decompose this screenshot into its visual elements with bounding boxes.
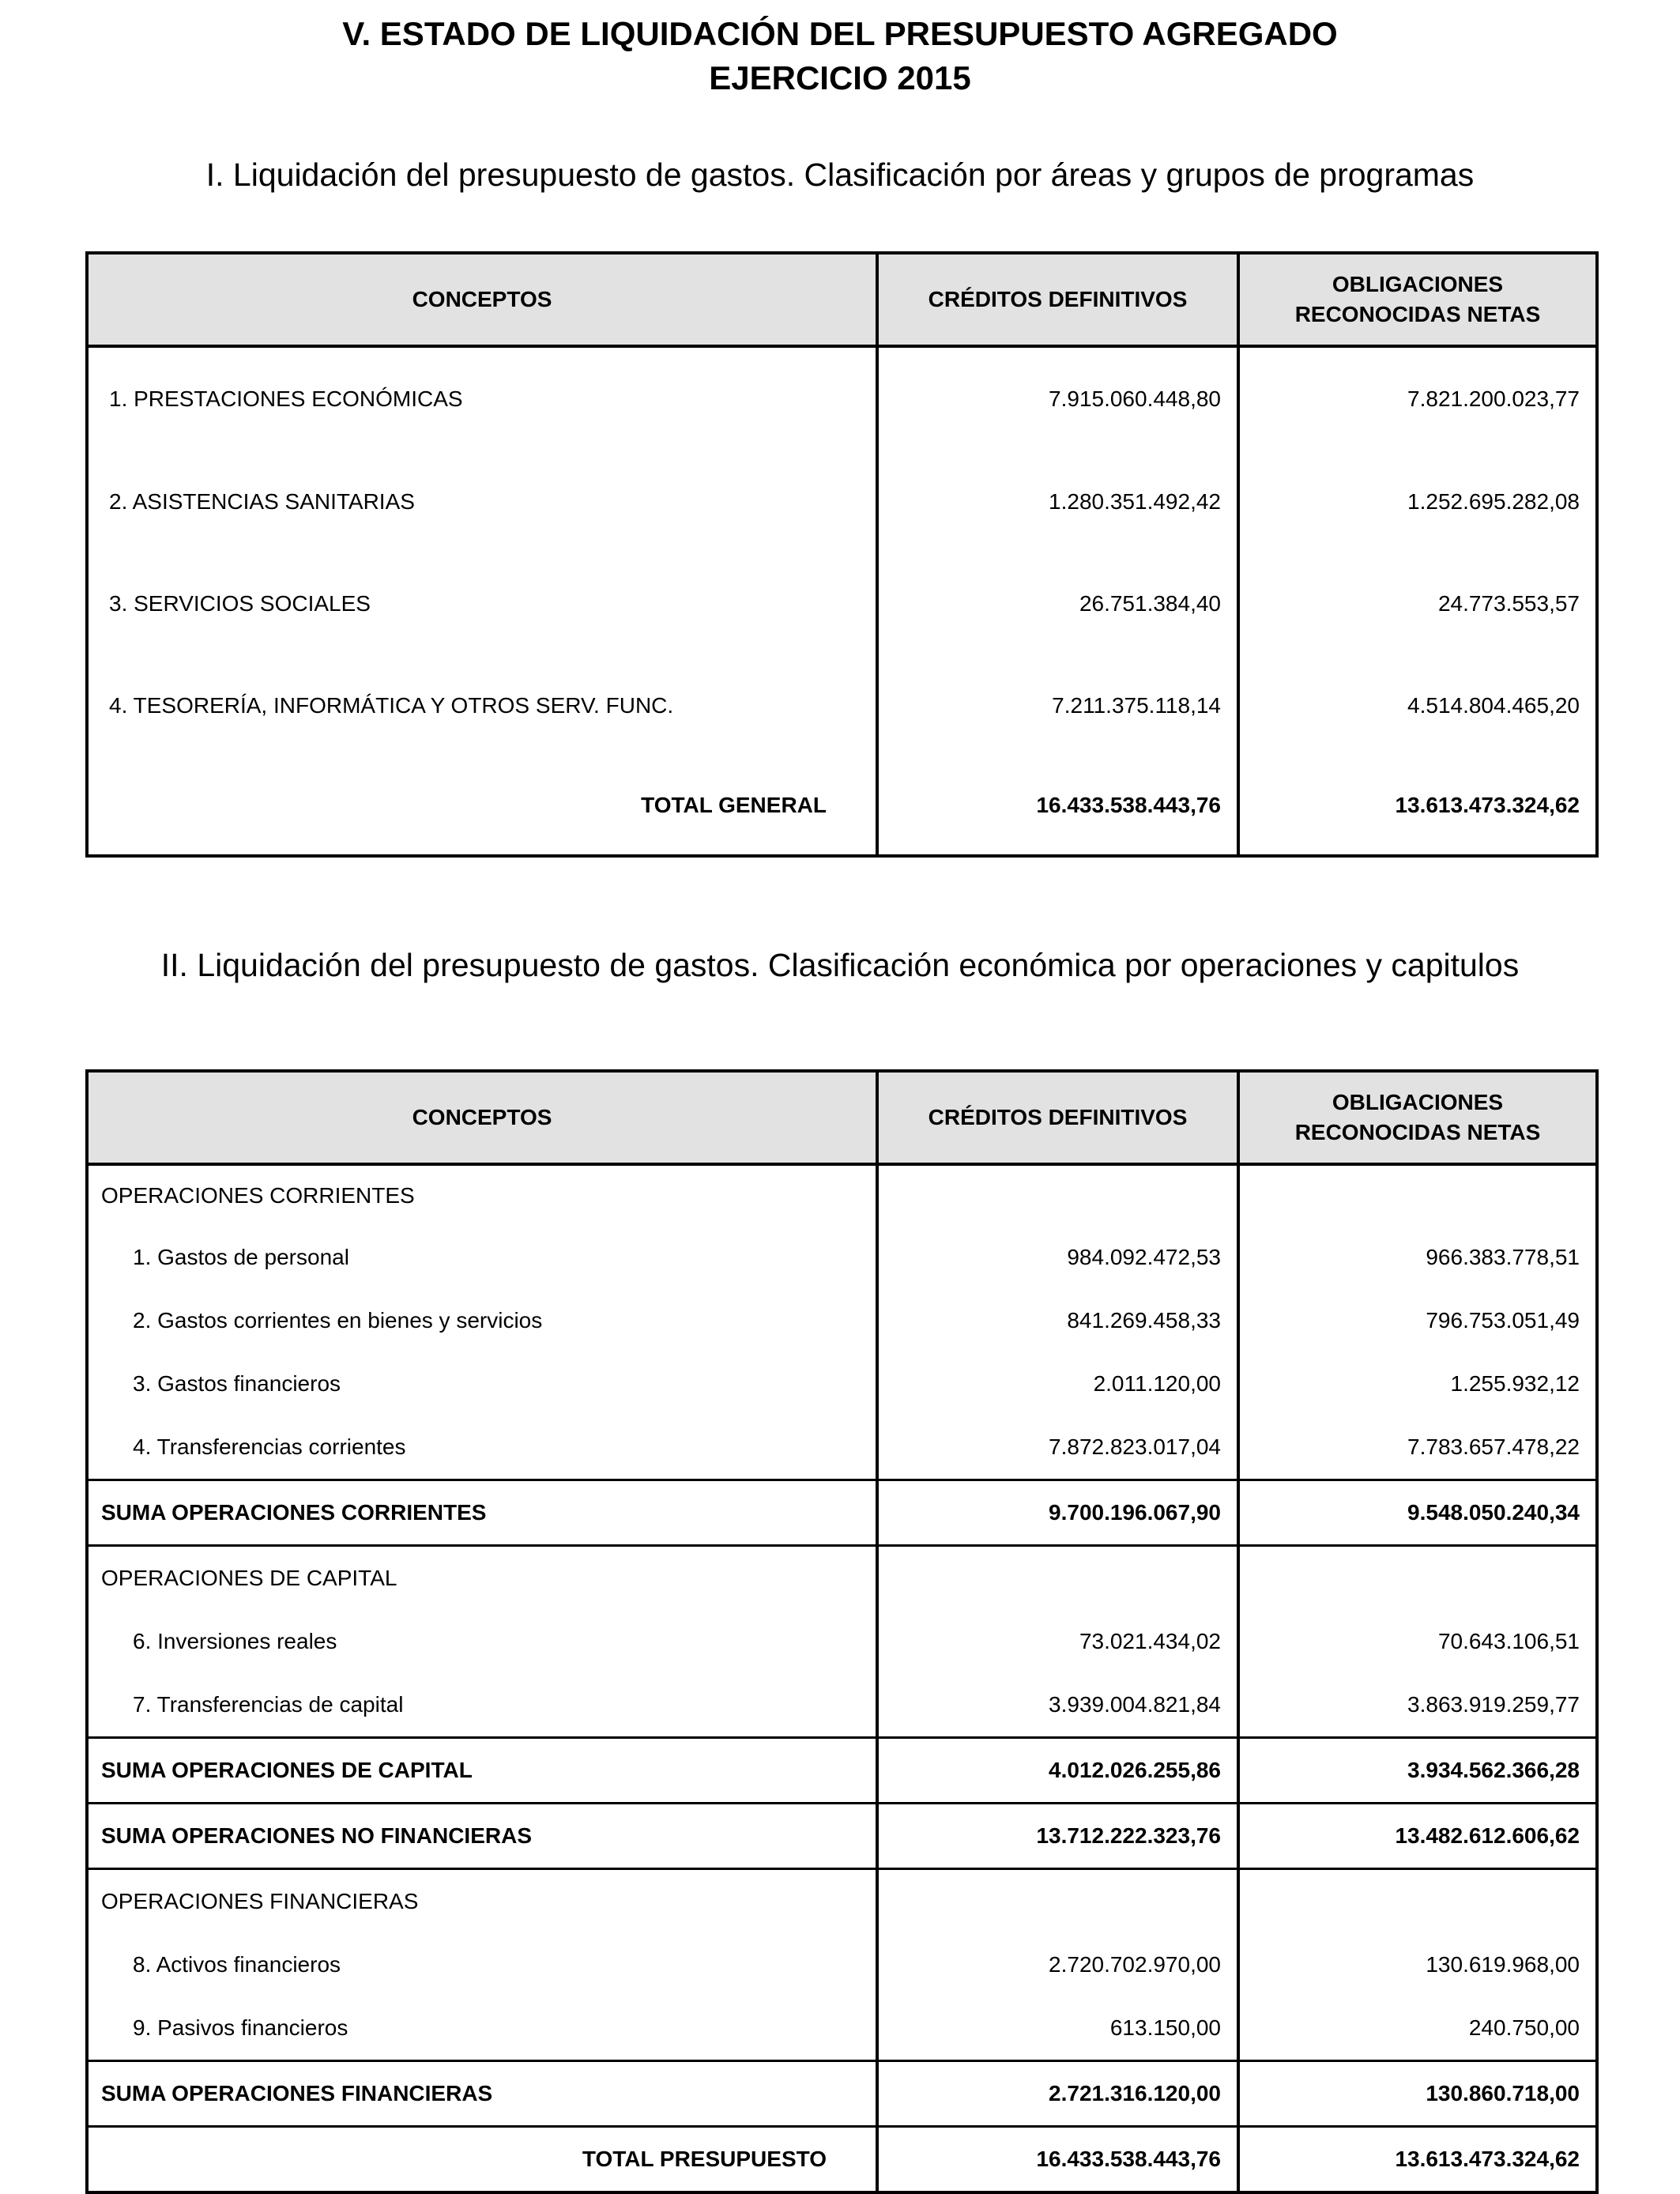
column-header-line: RECONOCIDAS NETAS [1294,1120,1541,1144]
concepto-cell: OPERACIONES DE CAPITAL [87,1546,877,1611]
column-header-line: OBLIGACIONES [1332,1090,1504,1114]
table-row [87,1996,1597,2061]
obligaciones-cell: 1.252.695.282,08 [1238,450,1597,552]
column-header-conceptos: CONCEPTOS [87,253,877,346]
total-obligaciones: 13.613.473.324,62 [1238,756,1597,856]
concepto-cell: SUMA OPERACIONES NO FINANCIERAS [87,1804,877,1869]
table-clasificacion-economica [85,1069,1599,2194]
creditos-cell: 26.751.384,40 [877,552,1238,654]
table-row [87,654,1597,756]
creditos-cell: 984.092.472,53 [877,1226,1238,1289]
creditos-cell: 4.012.026.255,86 [877,1738,1238,1804]
obligaciones-cell: 9.548.050.240,34 [1238,1480,1597,1546]
subtotal-row [87,1804,1597,1869]
column-header-creditos: CRÉDITOS DEFINITIVOS [877,1071,1238,1164]
creditos-cell: 13.712.222.323,76 [877,1804,1238,1869]
subtotal-row [87,1480,1597,1546]
obligaciones-cell: 13.482.612.606,62 [1238,1804,1597,1869]
column-header-line: OBLIGACIONES [1332,272,1504,296]
table-row [87,1673,1597,1738]
document-subtitle: EJERCICIO 2015 [709,59,971,96]
concepto-cell: 4. Transferencias corrientes [87,1416,877,1480]
table-row [87,450,1597,552]
table-row [87,552,1597,654]
obligaciones-cell: 7.783.657.478,22 [1238,1416,1597,1480]
table-row [87,1226,1597,1289]
creditos-cell [877,1869,1238,1934]
concepto-cell: OPERACIONES FINANCIERAS [87,1869,877,1934]
obligaciones-cell: 240.750,00 [1238,1996,1597,2061]
obligaciones-cell: 130.619.968,00 [1238,1933,1597,1996]
table-header [87,253,1597,346]
obligaciones-cell: 4.514.804.465,20 [1238,654,1597,756]
concepto-cell: 9. Pasivos financieros [87,1996,877,2061]
concepto-cell: 2. Gastos corrientes en bienes y servicios [87,1289,877,1352]
creditos-cell: 841.269.458,33 [877,1289,1238,1352]
group-header-row [87,1546,1597,1611]
table-row [87,1289,1597,1352]
column-header-obligaciones [1238,253,1597,346]
creditos-cell: 613.150,00 [877,1996,1238,2061]
concepto-cell: 1. Gastos de personal [87,1226,877,1289]
subtotal-row [87,1738,1597,1804]
concepto-cell: 3. Gastos financieros [87,1352,877,1416]
column-header-obligaciones [1238,1071,1597,1164]
creditos-cell: 7.872.823.017,04 [877,1416,1238,1480]
obligaciones-cell: 7.821.200.023,77 [1238,346,1597,450]
creditos-cell: 2.011.120,00 [877,1352,1238,1416]
obligaciones-cell: 24.773.553,57 [1238,552,1597,654]
creditos-cell [877,1546,1238,1611]
obligaciones-cell: 1.255.932,12 [1238,1352,1597,1416]
table-row [87,346,1597,450]
obligaciones-cell [1238,1869,1597,1934]
creditos-cell: 7.211.375.118,14 [877,654,1238,756]
section2-title: II. Liquidación del presupuesto de gastos. Clasificación económica por operaciones y capitulos [160,947,1520,983]
creditos-cell: 73.021.434,02 [877,1610,1238,1673]
obligaciones-cell [1238,1164,1597,1226]
creditos-cell: 2.721.316.120,00 [877,2061,1238,2127]
total-creditos: 16.433.538.443,76 [877,756,1238,856]
table-row [87,1610,1597,1673]
obligaciones-cell: 3.863.919.259,77 [1238,1673,1597,1738]
obligaciones-cell: 966.383.778,51 [1238,1226,1597,1289]
column-header-line: RECONOCIDAS NETAS [1294,302,1541,326]
creditos-cell: 1.280.351.492,42 [877,450,1238,552]
group-header-row [87,1164,1597,1226]
total-row [87,2127,1597,2193]
creditos-cell: 2.720.702.970,00 [877,1933,1238,1996]
creditos-cell [877,1164,1238,1226]
table-areas-programas [85,251,1599,858]
total-row [87,756,1597,856]
column-header-conceptos: CONCEPTOS [87,1071,877,1164]
group-header-row [87,1869,1597,1934]
total-obligaciones: 13.613.473.324,62 [1238,2127,1597,2193]
subtotal-row [87,2061,1597,2127]
table-row [87,1416,1597,1480]
concepto-cell: 7. Transferencias de capital [87,1673,877,1738]
obligaciones-cell: 796.753.051,49 [1238,1289,1597,1352]
creditos-cell: 3.939.004.821,84 [877,1673,1238,1738]
table-header [87,1071,1597,1164]
document-title: V. ESTADO DE LIQUIDACIÓN DEL PRESUPUESTO AGREGADO [342,15,1338,52]
concepto-cell: 3. SERVICIOS SOCIALES [87,552,877,654]
concepto-cell: 6. Inversiones reales [87,1610,877,1673]
obligaciones-cell: 130.860.718,00 [1238,2061,1597,2127]
concepto-cell: SUMA OPERACIONES DE CAPITAL [87,1738,877,1804]
obligaciones-cell: 70.643.106,51 [1238,1610,1597,1673]
concepto-cell: 1. PRESTACIONES ECONÓMICAS [87,346,877,450]
concepto-cell: 2. ASISTENCIAS SANITARIAS [87,450,877,552]
total-label: TOTAL PRESUPUESTO [87,2127,877,2193]
concepto-cell: OPERACIONES CORRIENTES [87,1164,877,1226]
column-header-creditos: CRÉDITOS DEFINITIVOS [877,253,1238,346]
obligaciones-cell: 3.934.562.366,28 [1238,1738,1597,1804]
obligaciones-cell [1238,1546,1597,1611]
creditos-cell: 9.700.196.067,90 [877,1480,1238,1546]
concepto-cell: 8. Activos financieros [87,1933,877,1996]
total-label: TOTAL GENERAL [87,756,877,856]
concepto-cell: SUMA OPERACIONES CORRIENTES [87,1480,877,1546]
creditos-cell: 7.915.060.448,80 [877,346,1238,450]
concepto-cell: 4. TESORERÍA, INFORMÁTICA Y OTROS SERV. FUNC. [87,654,877,756]
section1-title: I. Liquidación del presupuesto de gastos. Clasificación por áreas y grupos de programas [205,156,1475,193]
concepto-cell: SUMA OPERACIONES FINANCIERAS [87,2061,877,2127]
table-row [87,1352,1597,1416]
total-creditos: 16.433.538.443,76 [877,2127,1238,2193]
table-row [87,1933,1597,1996]
